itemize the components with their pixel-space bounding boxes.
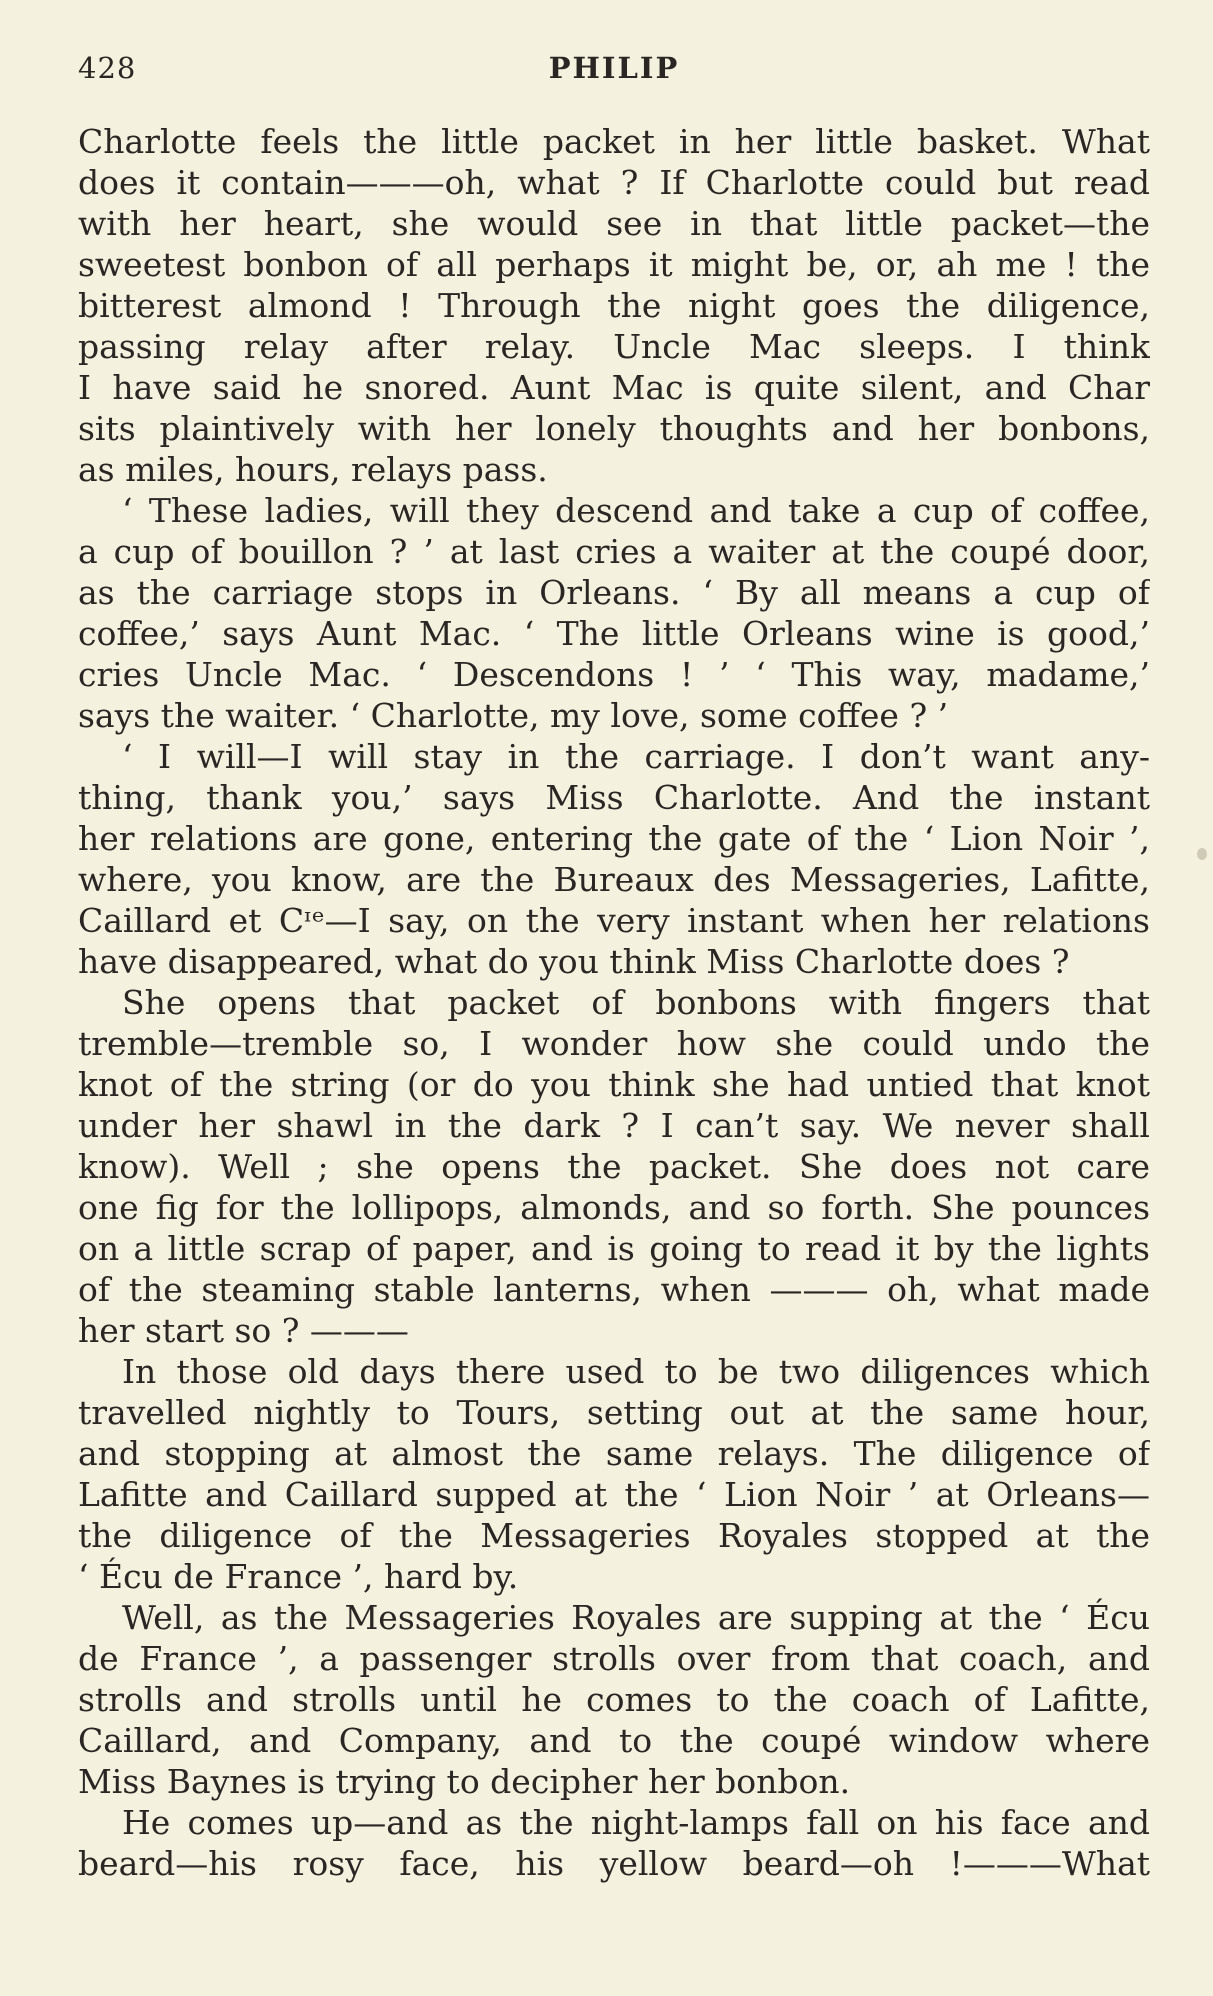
text-line: and stopping at almost the same relays. The diligence of xyxy=(78,1434,1150,1473)
text-line: travelled nightly to Tours, setting out at the same hour, xyxy=(78,1393,1150,1432)
text-line: as the carriage stops in Orleans. ‘ By all means a cup of xyxy=(78,573,1150,612)
text-line: sits plaintively with her lonely thoughts and her bonbons, xyxy=(78,409,1150,448)
text-line: of the steaming stable lanterns, when ——— oh, what made xyxy=(78,1270,1150,1309)
text-line: her relations are gone, entering the gate of the ‘ Lion Noir ’, xyxy=(78,819,1150,858)
text-line: sweetest bonbon of all perhaps it might be, or, ah me ! the xyxy=(78,245,1150,284)
body-text xyxy=(78,121,1150,1884)
text-line: a cup of bouillon ? ’ at last cries a waiter at the coupé door, xyxy=(78,532,1150,571)
text-line: coffee,’ says Aunt Mac. ‘ The little Orleans wine is good,’ xyxy=(78,614,1150,653)
text-line: Well, as the Messageries Royales are supping at the ‘ Écu xyxy=(122,1598,1150,1637)
text-line: does it contain———oh, what ? If Charlotte could but read xyxy=(78,163,1150,202)
text-line: bitterest almond ! Through the night goes the diligence, xyxy=(78,286,1150,325)
text-line: He comes up—and as the night-lamps fall on his face and xyxy=(122,1803,1150,1842)
text-line: ‘ Écu de France ’, hard by. xyxy=(78,1557,519,1596)
text-line: In those old days there used to be two diligences which xyxy=(122,1352,1150,1391)
page-header xyxy=(78,48,1150,88)
text-line: with her heart, she would see in that little packet—the xyxy=(78,204,1150,243)
text-line: have disappeared, what do you think Miss Charlotte does ? xyxy=(78,942,1070,981)
text-line: Caillard, and Company, and to the coupé window where xyxy=(78,1721,1150,1760)
text-line: I have said he snored. Aunt Mac is quite silent, and Char xyxy=(78,368,1150,407)
text-line: says the waiter. ‘ Charlotte, my love, some coffee ? ’ xyxy=(78,696,949,735)
paper-spot xyxy=(1197,848,1207,860)
text-line: her start so ? ——— xyxy=(78,1311,409,1350)
text-line: Lafitte and Caillard supped at the ‘ Lion Noir ’ at Orleans— xyxy=(78,1475,1150,1514)
text-line: tremble—tremble so, I wonder how she could undo the xyxy=(78,1024,1150,1063)
text-line: ‘ I will—I will stay in the carriage. I don’t want any- xyxy=(122,737,1150,776)
text-line: knot of the string (or do you think she had untied that knot xyxy=(78,1065,1150,1104)
text-line: passing relay after relay. Uncle Mac sleeps. I think xyxy=(78,327,1150,366)
text-line: Miss Baynes is trying to decipher her bonbon. xyxy=(78,1762,851,1801)
text-line: She opens that packet of bonbons with fingers that xyxy=(122,983,1150,1022)
text-line: one fig for the lollipops, almonds, and so forth. She pounces xyxy=(78,1188,1150,1227)
text-line: de France ’, a passenger strolls over from that coach, and xyxy=(78,1639,1150,1678)
text-line: beard—his rosy face, his yellow beard—oh !———What xyxy=(78,1844,1150,1883)
text-line: thing, thank you,’ says Miss Charlotte. And the instant xyxy=(78,778,1150,817)
page-number: 428 xyxy=(78,51,137,85)
text-line: know). Well ; she opens the packet. She does not care xyxy=(78,1147,1150,1186)
text-line: under her shawl in the dark ? I can’t say. We never shall xyxy=(78,1106,1150,1145)
text-line: Caillard et Cᶦᵉ—I say, on the very instant when her relations xyxy=(78,901,1150,940)
text-line: ‘ These ladies, will they descend and take a cup of coffee, xyxy=(122,491,1150,530)
text-line: cries Uncle Mac. ‘ Descendons ! ’ ‘ This way, madame,’ xyxy=(78,655,1150,694)
text-line: strolls and strolls until he comes to the coach of Lafitte, xyxy=(78,1680,1150,1719)
running-title: PHILIP xyxy=(548,51,680,85)
text-line: where, you know, are the Bureaux des Messageries, Lafitte, xyxy=(78,860,1150,899)
text-line: Charlotte feels the little packet in her little basket. What xyxy=(78,122,1150,161)
text-line: as miles, hours, relays pass. xyxy=(78,450,548,489)
text-line: the diligence of the Messageries Royales stopped at the xyxy=(78,1516,1150,1555)
text-line: on a little scrap of paper, and is going to read it by the lights xyxy=(78,1229,1150,1268)
